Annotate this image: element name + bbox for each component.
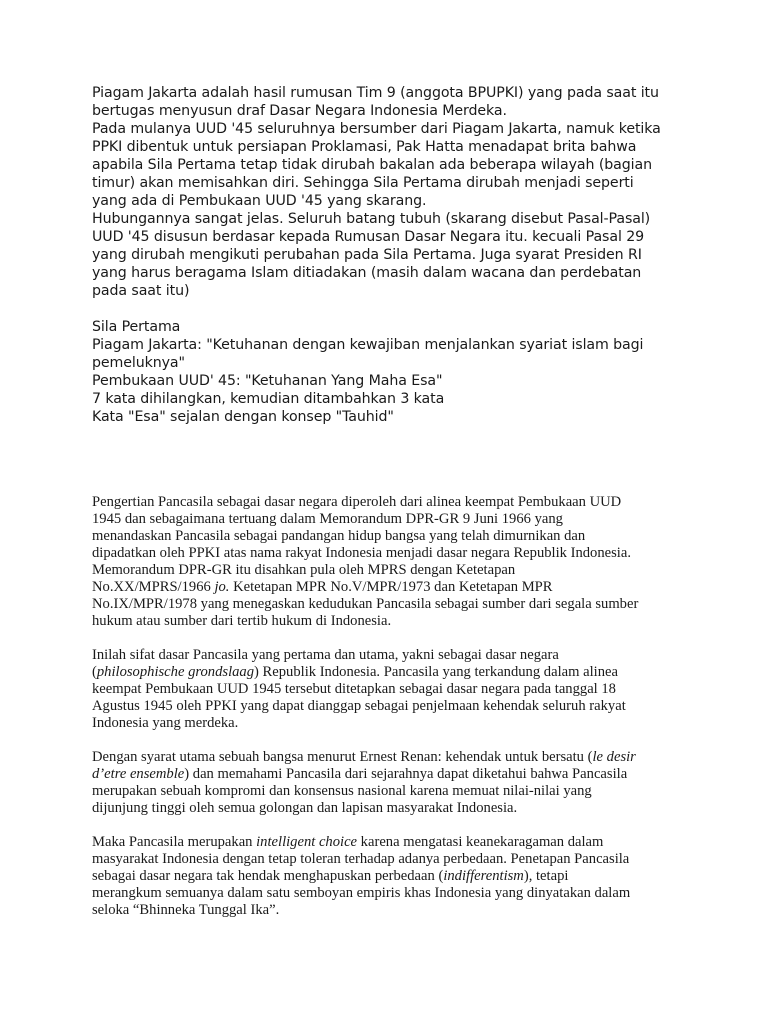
text-line: Memorandum DPR-GR itu disahkan pula oleh MPRS dengan Ketetapan xyxy=(92,562,516,578)
paragraph-4 xyxy=(92,834,702,919)
text-line: Pengertian Pancasila sebagai dasar negara diperoleh dari alinea keempat Pembukaan UUD xyxy=(92,494,622,510)
text-line: 1945 dan sebagaimana tertuang dalam Memorandum DPR-GR 9 Juni 1966 yang xyxy=(92,511,563,527)
text-line xyxy=(92,868,702,885)
text-line: pemeluknya" xyxy=(92,355,185,371)
text-line: PPKI dibentuk untuk persiapan Proklamasi, Pak Hatta menadapat brita bahwa xyxy=(92,139,637,155)
italic-text: intelligent choice xyxy=(256,834,358,850)
text-line xyxy=(92,766,702,783)
text-line: menandaskan Pancasila sebagai pandangan hidup bangsa yang telah dimurnikan dan xyxy=(92,528,586,544)
text-run: Ketetapan MPR No.V/MPR/1973 dan Ketetapan MPR xyxy=(229,579,553,595)
text-line: Piagam Jakarta: "Ketuhanan dengan kewajiban menjalankan syariat islam bagi xyxy=(92,337,644,353)
text-line xyxy=(92,834,702,851)
italic-text: philosophische grondslaag xyxy=(96,664,255,680)
text-line: UUD '45 disusun berdasar kepada Rumusan Dasar Negara itu. kecuali Pasal 29 xyxy=(92,229,645,245)
text-line: timur) akan memisahkan diri. Sehingga Sila Pertama dirubah menjadi seperti xyxy=(92,175,634,191)
text-line: merupakan sebuah kompromi dan konsensus nasional karena memuat nilai-nilai yang xyxy=(92,783,592,799)
text-run: Dengan syarat utama sebuah bangsa menurut Ernest Renan: kehendak untuk bersatu ( xyxy=(92,749,593,765)
text-line: bertugas menyusun draf Dasar Negara Indonesia Merdeka. xyxy=(92,103,507,119)
text-run: sebagai dasar negara tak hendak menghapuskan perbedaan ( xyxy=(92,868,444,884)
text-line: yang harus beragama Islam ditiadakan (masih dalam wacana dan perdebatan xyxy=(92,265,642,281)
paragraph-2 xyxy=(92,647,702,732)
italic-text: jo. xyxy=(214,579,230,595)
text-line: seloka “Bhinneka Tunggal Ika”. xyxy=(92,902,280,918)
text-line: Piagam Jakarta adalah hasil rumusan Tim 9 (anggota BPUPKI) yang pada saat itu xyxy=(92,85,659,101)
paragraph-3 xyxy=(92,749,702,817)
text-run: Maka Pancasila merupakan xyxy=(92,834,257,850)
text-line: yang dirubah mengikuti perubahan pada Sila Pertama. Juga syarat Presiden RI xyxy=(92,247,642,263)
text-line: dijunjung tinggi oleh semua golongan dan lapisan masyarakat Indonesia. xyxy=(92,800,518,816)
text-line: merangkum semuanya dalam satu semboyan empiris khas Indonesia yang dinyatakan dalam xyxy=(92,885,631,901)
text-line: apabila Sila Pertama tetap tidak dirubah bakalan ada beberapa wilayah (bagian xyxy=(92,157,652,173)
text-run: ( xyxy=(92,664,97,680)
text-line: Pada mulanya UUD '45 seluruhnya bersumber dari Piagam Jakarta, namuk ketika xyxy=(92,121,661,137)
text-line: Agustus 1945 oleh PPKI yang dapat dianggap sebagai penjelmaan kehendak seluruh rakyat xyxy=(92,698,626,714)
text-line: Indonesia yang merdeka. xyxy=(92,715,239,731)
text-line: masyarakat Indonesia dengan tetap toleran terhadap adanya perbedaan. Penetapan Pancasila xyxy=(92,851,630,867)
blank-line xyxy=(92,300,702,318)
paragraph-1 xyxy=(92,494,702,630)
text-line: hukum atau sumber dari tertib hukum di Indonesia. xyxy=(92,613,392,629)
text-run: ) Republik Indonesia. Pancasila yang terkandung dalam alinea xyxy=(254,664,618,680)
italic-text: indifferentism xyxy=(443,868,524,884)
text-line: dipadatkan oleh PPKI atas nama rakyat Indonesia menjadi dasar negara Republik Indonesia. xyxy=(92,545,631,561)
text-line: yang ada di Pembukaan UUD '45 yang skarang. xyxy=(92,193,427,209)
section-pengertian-pancasila xyxy=(92,494,702,919)
sila-pertama-heading: Sila Pertama xyxy=(92,319,181,335)
italic-text: le desir xyxy=(592,749,636,765)
text-line xyxy=(92,579,702,596)
text-line: 7 kata dihilangkan, kemudian ditambahkan 3 kata xyxy=(92,391,445,407)
text-line: No.IX/MPR/1978 yang menegaskan kedudukan Pancasila sebagai sumber dari segala sumber xyxy=(92,596,639,612)
document-page xyxy=(92,84,702,936)
text-run: ) dan memahami Pancasila dari sejarahnya dapat diketahui bahwa Pancasila xyxy=(184,766,628,782)
text-line: Inilah sifat dasar Pancasila yang pertama dan utama, yakni sebagai dasar negara xyxy=(92,647,559,663)
section-piagam-jakarta xyxy=(92,84,702,426)
text-line: keempat Pembukaan UUD 1945 tersebut ditetapkan sebagai dasar negara pada tanggal 18 xyxy=(92,681,616,697)
text-line: Hubungannya sangat jelas. Seluruh batang tubuh (skarang disebut Pasal-Pasal) xyxy=(92,211,651,227)
text-run: karena mengatasi keanekaragaman dalam xyxy=(357,834,604,850)
text-run: No.XX/MPRS/1966 xyxy=(92,579,215,595)
text-line xyxy=(92,664,702,681)
text-line: Kata "Esa" sejalan dengan konsep "Tauhid" xyxy=(92,409,394,425)
text-run: ), tetapi xyxy=(523,868,569,884)
text-line: pada saat itu) xyxy=(92,283,190,299)
text-line xyxy=(92,749,702,766)
text-line: Pembukaan UUD' 45: "Ketuhanan Yang Maha Esa" xyxy=(92,373,443,389)
italic-text: d’etre ensemble xyxy=(92,766,185,782)
